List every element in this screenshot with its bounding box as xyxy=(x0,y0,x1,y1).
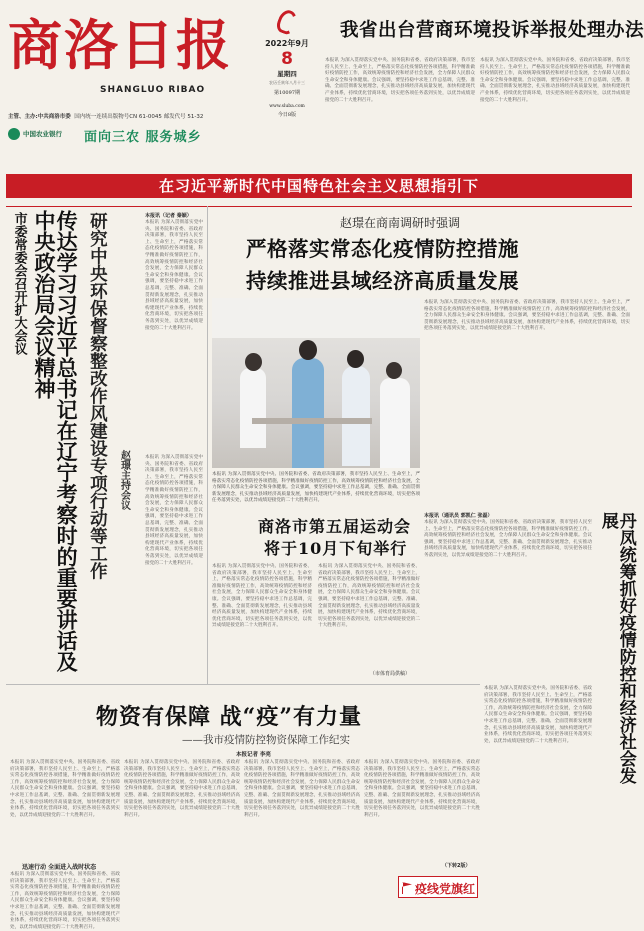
left-host: 赵璟主持会议 xyxy=(118,450,130,510)
issue-number: 第10097期 xyxy=(274,90,300,96)
newspaper-emblem-icon xyxy=(272,8,302,36)
right-body-1: 本报讯 为深入贯彻落实党中央、国务院和省委、省政府决策部署，我市坚持人民至上、生命至上，严格落实常态化疫情防控各项措施，科学精准做好疫情防控工作，高效统筹疫情防控和经济社会发展，全力保障人民群众生命安全和身体健康。会议强调，要坚持稳中求进工作总基调，完整、准确、全面贯彻新发展理念，扎实推动县域经济高质量发展，加快构建现代产业体系，持续优化营商环境，切实把各项任务落到实处，以优异成绩迎接党的二十大胜利召开。 xyxy=(424,520,592,558)
divider xyxy=(6,206,632,207)
weekday: 星期四 xyxy=(277,70,297,78)
divider xyxy=(207,206,208,684)
top-story-body: 本报讯 为深入贯彻落实党中央、国务院和省委、省政府决策部署，我市坚持人民至上、生命至上，严格落实常态化疫情防控各项措施，科学精准做好疫情防控工作，高效统筹疫情防控和经济社会发展，全力保障人民群众生命安全和身体健康。会议强调，要坚持稳中求进工作总基调，完整、准确、全面贯彻新发展理念，扎实推动县域经济高质量发展，加快构建现代产业体系，持续优化营商环境，切实把各项任务落到实处，以优异成绩迎接党的二十大胜利召开。 xyxy=(325,58,475,103)
sponsor-line xyxy=(8,112,203,120)
left-body-1: 本报讯 为深入贯彻落实党中央、国务院和省委、省政府决策部署，我市坚持人民至上、生命至上，严格落实常态化疫情防控各项措施，科学精准做好疫情防控工作，高效统筹疫情防控和经济社会发展，全力保障人民群众生命安全和身体健康。会议强调，要坚持稳中求进工作总基调，完整、准确、全面贯彻新发展理念，扎实推动县域经济高质量发展，加快构建现代产业体系，持续优化营商环境，切实把各项任务落到实处，以优异成绩迎接党的二十大胜利召开。 xyxy=(145,220,203,331)
date-day: 8 xyxy=(281,49,293,69)
main-body-1: 本报讯 为深入贯彻落实党中央、国务院和省委、省政府决策部署，我市坚持人民至上、生命至上，严格落实常态化疫情防控各项措施，科学精准做好疫情防控工作，高效统筹疫情防控和经济社会发展，全力保障人民群众生命安全和身体健康。会议强调，要坚持稳中求进工作总基调，完整、准确、全面贯彻新发展理念，扎实推动县域经济高质量发展，加快构建现代产业体系，持续优化营商环境，切实把各项任务落到实处，以优异成绩迎接党的二十大胜利召开。 xyxy=(424,300,630,332)
top-headline: 我省出台营商环境投诉举报处理办法 xyxy=(340,20,644,41)
date-year: 2022年9月 xyxy=(265,39,309,48)
bottom-subheadline: ——我市疫情防控物资保障工作纪实 xyxy=(182,734,350,746)
left-kicker: 市委常委会召开扩大会议 xyxy=(11,212,27,355)
right-body-2: 本报讯 为深入贯彻落实党中央、国务院和省委、省政府决策部署，我市坚持人民至上、生命至上，严格落实常态化疫情防控各项措施，科学精准做好疫情防控工作，高效统筹疫情防控和经济社会发展，全力保障人民群众生命安全和身体健康。会议强调，要坚持稳中求进工作总基调，完整、准确、全面贯彻新发展理念，扎实推动县域经济高质量发展，加快构建现代产业体系，持续优化营商环境，切实把各项任务落到实处，以优异成绩迎接党的二十大胜利召开。 xyxy=(484,686,592,744)
sports-headline-2: 将于10月下旬举行 xyxy=(264,539,408,558)
left-headline: 传达学习习近平总书记在辽宁考察时的重要讲话及中央政治局会议精神 xyxy=(32,210,80,672)
top-story-body-2: 本报讯 为深入贯彻落实党中央、国务院和省委、省政府决策部署，我市坚持人民至上、生命至上，严格落实常态化疫情防控各项措施，科学精准做好疫情防控工作，高效统筹疫情防控和经济社会发展，全力保障人民群众生命安全和身体健康。会议强调，要坚持稳中求进工作总基调，完整、准确、全面贯彻新发展理念，扎实推动县域经济高质量发展，加快构建现代产业体系，持续优化营商环境，切实把各项任务落到实处，以优异成绩迎接党的二十大胜利召开。 xyxy=(480,58,630,103)
divider xyxy=(6,684,480,685)
sports-body-2: 本报讯 为深入贯彻落实党中央、国务院和省委、省政府决策部署，我市坚持人民至上、生命至上，严格落实常态化疫情防控各项措施，科学精准做好疫情防控工作，高效统筹疫情防控和经济社会发展，全力保障人民群众生命安全和身体健康。会议强调，要坚持稳中求进工作总基调，完整、准确、全面贯彻新发展理念，扎实推动县域经济高质量发展，加快构建现代产业体系，持续优化营商环境，切实把各项任务落到实处，以优异成绩迎接党的二十大胜利召开。 xyxy=(318,564,420,629)
bottom-continued: （下转2版） xyxy=(442,863,471,869)
left-byline: 本报讯（记者 秦颖） xyxy=(145,213,192,219)
masthead-pinyin: SHANGLUO RIBAO xyxy=(100,85,206,95)
bank-slogan: 面向三农 服务城乡 xyxy=(84,130,202,145)
right-headline: 丹凤统筹抓好疫情防控和经济社会发展 xyxy=(597,512,636,784)
masthead-logo xyxy=(8,13,253,77)
news-photo xyxy=(212,298,420,468)
lunar-date: 农历壬寅年八月十三 xyxy=(269,80,305,85)
main-headline-2: 持续推进县域经济高质量发展 xyxy=(246,269,519,293)
bank-logo-icon xyxy=(8,128,20,140)
bottom-body-4: 本报讯 为深入贯彻落实党中央、国务院和省委、省政府决策部署，我市坚持人民至上、生命至上，严格落实常态化疫情防控各项措施，科学精准做好疫情防控工作，高效统筹疫情防控和经济社会发展，全力保障人民群众生命安全和身体健康。会议强调，要坚持稳中求进工作总基调，完整、准确、全面贯彻新发展理念，扎实推动县域经济高质量发展，加快构建现代产业体系，持续优化营商环境，切实把各项任务落到实处，以优异成绩迎接党的二十大胜利召开。 xyxy=(244,760,360,818)
banner-text: 在习近平新时代中国特色社会主义思想指引下 xyxy=(158,177,479,195)
main-headline-1: 严格落实常态化疫情防控措施 xyxy=(246,237,519,261)
bottom-byline: 本报记者 李亮 xyxy=(236,752,271,758)
left-body-2: 本报讯 为深入贯彻落实党中央、国务院和省委、省政府决策部署，我市坚持人民至上、生命至上，严格落实常态化疫情防控各项措施，科学精准做好疫情防控工作，高效统筹疫情防控和经济社会发展，全力保障人民群众生命安全和身体健康。会议强调，要坚持稳中求进工作总基调，完整、准确、全面贯彻新发展理念，扎实推动县域经济高质量发展，加快构建现代产业体系，持续优化营商环境，切实把各项任务落到实处，以优异成绩迎接党的二十大胜利召开。 xyxy=(145,455,203,566)
photo-caption: 本报讯 为深入贯彻落实党中央、国务院和省委、省政府决策部署，我市坚持人民至上、生命至上，严格落实常态化疫情防控各项措施，科学精准做好疫情防控工作，高效统筹疫情防控和经济社会发展，全力保障人民群众生命安全和身体健康。会议强调，要坚持稳中求进工作总基调，完整、准确、全面贯彻新发展理念，扎实推动县域经济高质量发展，加快构建现代产业体系，持续优化营商环境，切实把各项任务落到实处，以优异成绩迎接党的二十大胜利召开。 xyxy=(212,472,420,504)
main-kicker: 赵璟在商南调研时强调 xyxy=(340,216,461,230)
website: www.sluba.com xyxy=(269,104,305,109)
bottom-body-2: 本报讯 为深入贯彻落实党中央、国务院和省委、省政府决策部署，我市坚持人民至上、生命至上，严格落实常态化疫情防控各项措施，科学精准做好疫情防控工作，高效统筹疫情防控和经济社会发展，全力保障人民群众生命安全和身体健康。会议强调，要坚持稳中求进工作总基调，完整、准确、全面贯彻新发展理念，扎实推动县域经济高质量发展，加快构建现代产业体系，持续优化营商环境，切实把各项任务落到实处，以优异成绩迎接党的二十大胜利召开。 xyxy=(10,872,120,930)
pages: 今日8版 xyxy=(277,112,297,118)
sponsor: 主管、主办:中共商洛市委 xyxy=(8,114,71,120)
masthead-title: 商洛日报 xyxy=(8,13,232,77)
corner-label-box xyxy=(398,876,478,898)
bottom-body-3: 本报讯 为深入贯彻落实党中央、国务院和省委、省政府决策部署，我市坚持人民至上、生命至上，严格落实常态化疫情防控各项措施，科学精准做好疫情防控工作，高效统筹疫情防控和经济社会发展，全力保障人民群众生命安全和身体健康。会议强调，要坚持稳中求进工作总基调，完整、准确、全面贯彻新发展理念，扎实推动县域经济高质量发展，加快构建现代产业体系，持续优化营商环境，切实把各项任务落到实处，以优异成绩迎接党的二十大胜利召开。 xyxy=(124,760,240,818)
bottom-body-1: 本报讯 为深入贯彻落实党中央、国务院和省委、省政府决策部署，我市坚持人民至上、生命至上，严格落实常态化疫情防控各项措施，科学精准做好疫情防控工作，高效统筹疫情防控和经济社会发展，全力保障人民群众生命安全和身体健康。会议强调，要坚持稳中求进工作总基调，完整、准确、全面贯彻新发展理念，扎实推动县域经济高质量发展，加快构建现代产业体系，持续优化营商环境，切实把各项任务落到实处，以优异成绩迎接党的二十大胜利召开。 xyxy=(10,760,120,818)
corner-label: 疫线党旗红 xyxy=(415,882,476,896)
cn-number: 国内统一连续出版物号CN 61-0045 邮发代号 51-32 xyxy=(74,114,204,120)
left-subheadline: 研究中央环保督察整改作风建设专项行动等工作 xyxy=(87,212,108,580)
right-byline: 本报讯（通讯员 郭凯仁 张磊） xyxy=(424,513,493,519)
bottom-left-sub: 迅速行动 全面进入战时状态 xyxy=(22,864,97,871)
sports-body-1: 本报讯 为深入贯彻落实党中央、国务院和省委、省政府决策部署，我市坚持人民至上、生命至上，严格落实常态化疫情防控各项措施，科学精准做好疫情防控工作，高效统筹疫情防控和经济社会发展，全力保障人民群众生命安全和身体健康。会议强调，要坚持稳中求进工作总基调，完整、准确、全面贯彻新发展理念，扎实推动县域经济高质量发展，加快构建现代产业体系，持续优化营商环境，切实把各项任务落到实处，以优异成绩迎接党的二十大胜利召开。 xyxy=(212,564,312,629)
sports-credit: （市体育局供稿） xyxy=(370,671,411,677)
bank-name: 中国农业银行 xyxy=(23,130,62,138)
sports-headline-1: 商洛市第五届运动会 xyxy=(258,517,412,536)
flag-icon xyxy=(402,882,412,894)
bottom-body-5: 本报讯 为深入贯彻落实党中央、国务院和省委、省政府决策部署，我市坚持人民至上、生命至上，严格落实常态化疫情防控各项措施，科学精准做好疫情防控工作，高效统筹疫情防控和经济社会发展，全力保障人民群众生命安全和身体健康。会议强调，要坚持稳中求进工作总基调，完整、准确、全面贯彻新发展理念，扎实推动县域经济高质量发展，加快构建现代产业体系，持续优化营商环境，切实把各项任务落到实处，以优异成绩迎接党的二十大胜利召开。 xyxy=(364,760,480,818)
bottom-headline: 物资有保障 战“疫”有力量 xyxy=(96,704,362,730)
banner xyxy=(6,174,632,198)
date-block xyxy=(255,8,319,148)
